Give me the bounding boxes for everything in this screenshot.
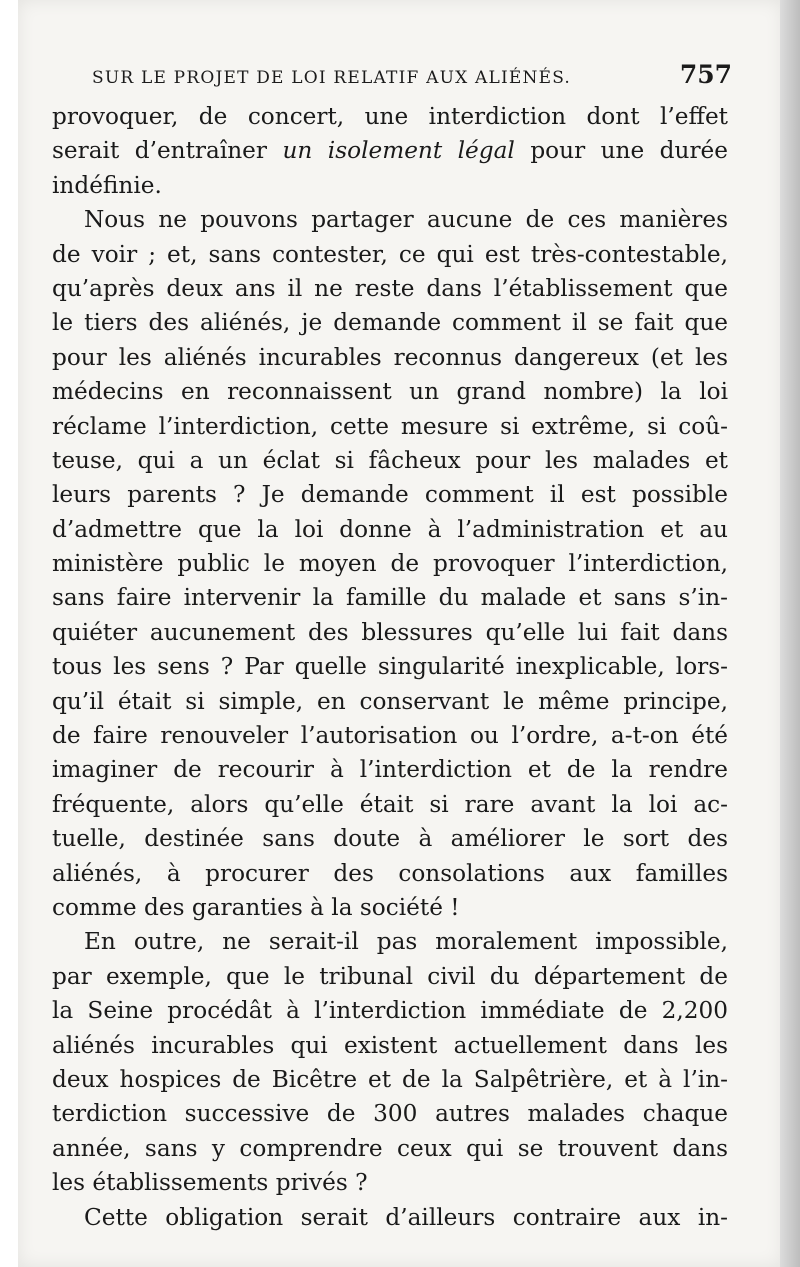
text-line: de voir ; et, sans contester, ce qui est très-contestable, (52, 240, 728, 268)
text-line: provoquer, de concert, une interdiction dont l’effet (52, 103, 728, 130)
running-title: SUR LE PROJET DE LOI RELATIF AUX ALIÉNÉS. (92, 68, 572, 88)
text-line: d’admettre que la loi donne à l’administration et au (52, 515, 728, 543)
text-line: teuse, qui a un éclat si fâcheux pour les malades et (52, 446, 728, 474)
text-line: le tiers des aliénés, je demande comment il se fait que (52, 309, 728, 337)
page-header (92, 60, 732, 96)
text-line: leurs parents ? Je demande comment il est possible (52, 481, 728, 509)
text-line: année, sans y comprendre ceux qui se trouvent dans (52, 1134, 728, 1162)
text-line: les établissements privés ? (52, 1169, 368, 1197)
text-line: comme des garanties à la société ! (52, 893, 460, 921)
text-line: de faire renouveler l’autorisation ou l’ordre, a-t-on été (52, 722, 728, 750)
scan-edge (780, 0, 800, 1267)
text-line: ministère public le moyen de provoquer l’interdiction, (52, 550, 728, 578)
body-text (52, 100, 728, 1235)
text-segment: pour une durée (530, 137, 728, 165)
text-line: réclame l’interdiction, cette mesure si extrême, si coû- (52, 412, 728, 440)
page-number: 757 (679, 60, 732, 89)
text-line: pour les aliénés incurables reconnus dangereux (et les (52, 343, 728, 371)
text-line: tuelle, destinée sans doute à améliorer le sort des (52, 825, 728, 853)
text-line: Nous ne pouvons partager aucune de ces manières (84, 206, 728, 234)
text-line: qu’il était si simple, en conservant le même principe, (52, 687, 728, 715)
text-line: quiéter aucunement des blessures qu’elle lui fait dans (52, 618, 728, 646)
text-line: Cette obligation serait d’ailleurs contraire aux in- (84, 1203, 728, 1231)
text-line: En outre, ne serait-il pas moralement impossible, (84, 928, 728, 956)
text-line: qu’après deux ans il ne reste dans l’établissement que (52, 274, 728, 302)
italic-phrase: un isolement légal (282, 137, 515, 165)
text-line (52, 134, 728, 168)
text-line: imaginer de recourir à l’interdiction et de la rendre (52, 756, 728, 784)
text-line: aliénés, à procurer des consolations aux familles (52, 859, 728, 887)
text-segment: serait d’entraîner (52, 137, 267, 165)
text-line: deux hospices de Bicêtre et de la Salpêtrière, et à l’in- (52, 1065, 728, 1093)
text-line: sans faire intervenir la famille du malade et sans s’in- (52, 584, 728, 612)
text-line: tous les sens ? Par quelle singularité inexplicable, lors- (52, 653, 728, 681)
text-line: indéfinie. (52, 171, 162, 199)
text-line: par exemple, que le tribunal civil du département de (52, 962, 728, 990)
text-line: la Seine procédât à l’interdiction immédiate de 2,200 (52, 997, 728, 1025)
text-line: fréquente, alors qu’elle était si rare avant la loi ac- (52, 790, 728, 818)
text-line: médecins en reconnaissent un grand nombre) la loi (52, 378, 728, 406)
text-line: terdiction successive de 300 autres malades chaque (52, 1100, 728, 1128)
text-line: aliénés incurables qui existent actuellement dans les (52, 1031, 728, 1059)
